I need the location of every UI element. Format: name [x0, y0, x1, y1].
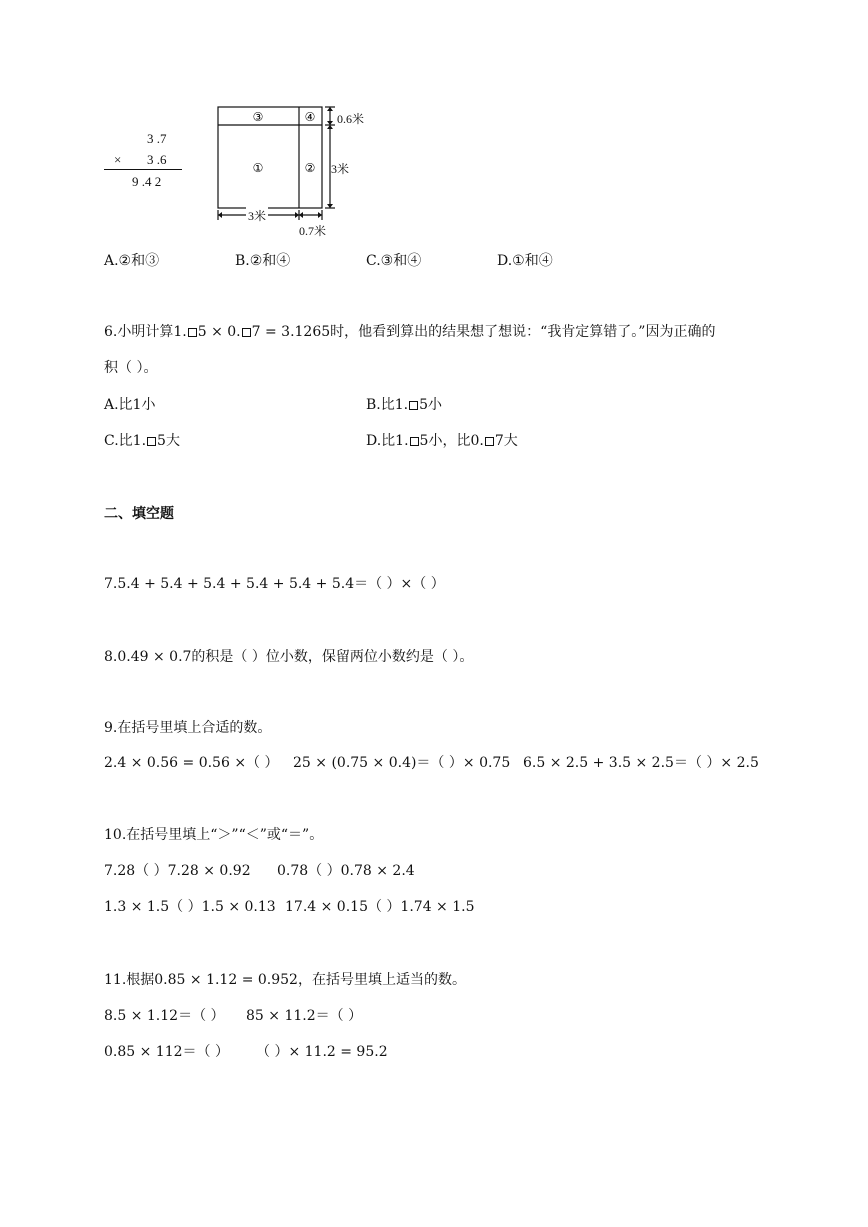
q11-title: 11.根据0.85 × 1.12 = 0.952，在括号里填上适当的数。	[104, 972, 466, 988]
blank-box-icon	[188, 328, 197, 337]
q5-option-a[interactable]: A.②和③	[104, 253, 160, 269]
q8-question: 8.0.49 × 0.7的积是（ ）位小数，保留两位小数约是（ ）。	[104, 649, 474, 665]
region-3: ③	[252, 110, 264, 124]
q6-question: 6.小明计算1. 5 × 0. 7 = 3.1265时，他看到算出的结果想了想说：“我肯定算错了。”因为正确的	[104, 324, 716, 340]
q11-item-c: 0.85 × 112＝（ ）	[104, 1044, 229, 1060]
blank-box-icon	[485, 437, 494, 446]
q5-option-b[interactable]: B.②和④	[235, 253, 291, 269]
q11-item-b: 85 × 11.2＝（ ）	[246, 1008, 363, 1024]
multiplicand: 3 .7	[147, 131, 167, 146]
blank-box-icon	[242, 328, 251, 337]
q11-item-a: 8.5 × 1.12＝（ ）	[104, 1008, 225, 1024]
q6-option-b[interactable]: B.比1. 5小	[366, 397, 443, 413]
q6-question-line2: 积（ ）。	[104, 360, 158, 376]
region-4: ④	[304, 110, 316, 124]
blank-box-icon	[409, 401, 418, 410]
q9-title: 9.在括号里填上合适的数。	[104, 720, 272, 736]
q11-item-d: （ ）× 11.2 = 95.2	[256, 1044, 388, 1060]
sum-line	[104, 169, 182, 170]
multiplier: 3 .6	[147, 152, 167, 167]
dim-label-0-7m: 0.7米	[299, 224, 327, 238]
dim-label-3m-right: 3米	[331, 162, 350, 176]
q5-option-d[interactable]: D.①和④	[497, 253, 553, 269]
q9-item-b: 25 × (0.75 × 0.4)＝（ ）× 0.75	[293, 755, 511, 771]
q10-item-d: 17.4 × 0.15（ ）1.74 × 1.5	[285, 899, 475, 915]
q9-item-a: 2.4 × 0.56 = 0.56 ×（ ）	[104, 755, 279, 771]
q10-item-a: 7.28（ ）7.28 × 0.92	[104, 863, 251, 879]
q10-item-b: 0.78（ ）0.78 × 2.4	[277, 863, 415, 879]
q6-option-a[interactable]: A.比1小	[104, 397, 156, 413]
times-sign: ×	[114, 152, 122, 167]
q6-option-c[interactable]: C.比1. 5大	[104, 433, 180, 449]
section-title: 二、填空题	[104, 506, 174, 522]
dim-label-0-6m: 0.6米	[337, 112, 365, 126]
region-2: ②	[304, 161, 316, 175]
q9-item-c: 6.5 × 2.5 + 3.5 × 2.5＝（ ）× 2.5	[523, 755, 759, 771]
region-1: ①	[252, 161, 264, 175]
blank-box-icon	[410, 437, 419, 446]
dim-label-3m-bottom: 3米	[248, 209, 267, 223]
q5-option-c[interactable]: C.③和④	[366, 253, 422, 269]
blank-box-icon	[147, 437, 156, 446]
q10-item-c: 1.3 × 1.5（ ）1.5 × 0.13	[104, 899, 276, 915]
q7-question: 7.5.4 + 5.4 + 5.4 + 5.4 + 5.4 + 5.4＝（ ）×（ ）	[104, 576, 445, 592]
q10-title: 10.在括号里填上“＞”“＜”或“＝”。	[104, 827, 324, 843]
product: 9 .4 2	[132, 174, 162, 189]
q6-option-d[interactable]: D.比1. 5小，比0. 7大	[366, 433, 518, 449]
